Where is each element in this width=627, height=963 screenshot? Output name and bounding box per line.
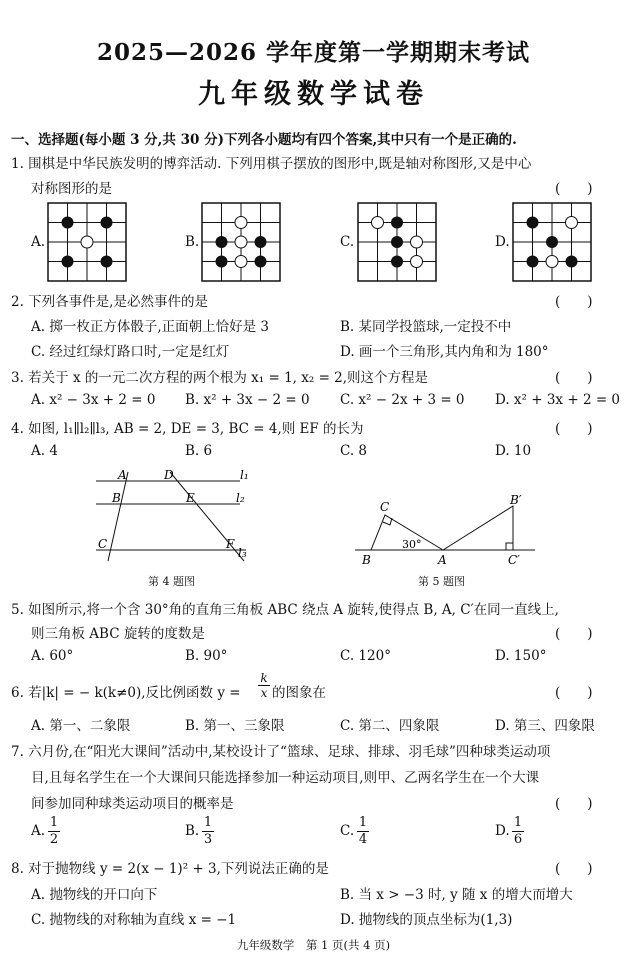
q3-option-a: A. x² − 3x + 2 = 0 <box>31 392 156 408</box>
q7-option-b-fraction <box>202 815 214 848</box>
q6-option-b: B. 第一、三象限 <box>185 718 285 734</box>
q3-answer-paren: ( ) <box>555 370 593 386</box>
black-stone <box>101 256 113 268</box>
q7-option-c-label: C. <box>340 823 355 839</box>
point-a-label: A <box>438 553 447 567</box>
section-heading: 一、选择题(每小题 3 分,共 30 分)下列各小题均有四个答案,其中只有一个是正确的. <box>11 132 517 148</box>
q3-stem: 3. 若关于 x 的一元二次方程的两个根为 x₁ = 1, x₂ = 2,则这个方程是 <box>11 370 429 386</box>
q6-fraction <box>258 671 270 700</box>
point-f-label: F <box>226 537 235 551</box>
black-stone <box>546 236 558 248</box>
q6-stem-pre: 6. 若|k| = − k(k≠0),反比例函数 y = <box>11 685 241 701</box>
q6-option-c: C. 第二、四象限 <box>340 718 440 734</box>
black-stone <box>101 217 113 229</box>
point-d-label: D <box>164 468 174 482</box>
exam-title: 2025—2026 学年度第一学期期末考试 <box>96 39 531 66</box>
q8-option-c: C. 抛物线的对称轴为直线 x = −1 <box>31 912 237 928</box>
right-angle-mark-c-prime <box>506 543 513 550</box>
q5-option-c: C. 120° <box>340 648 391 664</box>
q7-option-b-denominator: 3 <box>203 832 213 847</box>
q8-answer-paren: ( ) <box>555 861 593 877</box>
q7-stem-line3: 间参加同种球类运动项目的概率是 <box>31 796 234 812</box>
angle-30-label: 30° <box>402 538 422 551</box>
line-l1-label: l₁ <box>240 468 249 482</box>
figure-4-parallel-lines <box>90 466 260 566</box>
q5-option-d: D. 150° <box>495 648 547 664</box>
black-stone <box>62 256 74 268</box>
q5-answer-paren: ( ) <box>555 626 593 642</box>
black-stone <box>527 217 539 229</box>
q5-option-a: A. 60° <box>31 648 74 664</box>
q7-option-a-fraction <box>48 815 60 848</box>
black-stone <box>391 236 403 248</box>
q4-option-b: B. 6 <box>185 443 213 459</box>
q2-stem: 2. 下列各事件是,是必然事件的是 <box>11 294 208 310</box>
black-stone <box>566 256 578 268</box>
q6-stem-post: 的图象在 <box>272 685 326 701</box>
q4-option-d: D. 10 <box>495 443 532 459</box>
white-stone <box>411 256 423 268</box>
point-a-label: A <box>118 468 127 482</box>
q2-option-d: D. 画一个三角形,其内角和为 180° <box>340 344 549 360</box>
q5-stem-line2: 则三角板 ABC 旋转的度数是 <box>31 626 205 642</box>
right-angle-mark-c <box>383 518 392 525</box>
black-stone <box>255 236 267 248</box>
exam-subtitle: 九年级数学试卷 <box>198 79 429 110</box>
q8-option-a: A. 抛物线的开口向下 <box>31 887 158 903</box>
q1-go-board-c <box>357 202 437 282</box>
white-stone <box>235 217 247 229</box>
q7-option-d-denominator: 6 <box>513 832 523 847</box>
white-stone <box>235 256 247 268</box>
q1-go-board-b <box>201 202 281 282</box>
black-stone <box>62 217 74 229</box>
line-l3-label: l₃ <box>238 546 247 560</box>
q1-answer-paren: ( ) <box>555 181 593 197</box>
q1-option-c-label: C. <box>340 234 355 250</box>
black-stone <box>391 256 403 268</box>
q7-option-a-denominator: 2 <box>49 832 59 847</box>
q6-fraction-numerator: k <box>258 671 270 686</box>
q1-go-board-d <box>512 202 592 282</box>
figure-4-caption: 第 4 题图 <box>148 575 195 588</box>
q7-option-c-fraction <box>357 815 369 848</box>
point-b-prime-label: B′ <box>510 493 522 507</box>
q7-answer-paren: ( ) <box>555 796 593 812</box>
q7-option-d-fraction <box>512 815 524 848</box>
black-stone <box>216 256 228 268</box>
point-c-prime-label: C′ <box>508 553 520 567</box>
q2-option-c: C. 经过红绿灯路口时,一定是红灯 <box>31 344 230 360</box>
q4-stem: 4. 如图, l₁∥l₂∥l₃, AB = 2, DE = 3, BC = 4,则 EF 的长为 <box>11 421 364 437</box>
q7-option-a-label: A. <box>31 823 46 839</box>
q8-option-b: B. 当 x > −3 时, y 随 x 的增大而增大 <box>340 887 573 903</box>
q5-option-b: B. 90° <box>185 648 228 664</box>
point-c-label: C <box>380 500 390 514</box>
line-l2-label: l₂ <box>236 491 245 505</box>
white-stone <box>411 236 423 248</box>
black-stone <box>527 256 539 268</box>
q2-option-a: A. 掷一枚正方体骰子,正面朝上恰好是 3 <box>31 319 270 335</box>
q2-answer-paren: ( ) <box>555 294 593 310</box>
q8-stem: 8. 对于抛物线 y = 2(x − 1)² + 3,下列说法正确的是 <box>11 861 329 877</box>
q1-stem-line2: 对称图形的是 <box>31 181 112 197</box>
white-stone <box>235 236 247 248</box>
transversal-ac <box>108 472 128 561</box>
point-e-label: E <box>186 491 195 505</box>
q1-stem-line1: 1. 围棋是中华民族发明的博弈活动. 下列用棋子摆放的图形中,既是轴对称图形,又是中心 <box>11 156 532 172</box>
q4-option-c: C. 8 <box>340 443 368 459</box>
q1-option-b-label: B. <box>185 234 200 250</box>
q6-fraction-denominator: x <box>260 686 268 700</box>
q4-answer-paren: ( ) <box>555 421 593 437</box>
q7-option-a-numerator: 1 <box>49 815 59 830</box>
triangle-ab-prime-c-prime <box>443 506 513 550</box>
black-stone <box>391 217 403 229</box>
point-b-label: B <box>112 491 121 505</box>
q1-option-a-label: A. <box>31 234 46 250</box>
white-stone <box>566 217 578 229</box>
point-b-label: B <box>362 553 371 567</box>
q7-option-c-numerator: 1 <box>358 815 368 830</box>
q1-go-board-a <box>47 202 127 282</box>
black-stone <box>216 236 228 248</box>
q1-option-d-label: D. <box>495 234 510 250</box>
q6-answer-paren: ( ) <box>555 685 593 701</box>
q3-option-c: C. x² − 2x + 3 = 0 <box>340 392 465 408</box>
q7-option-b-label: B. <box>185 823 200 839</box>
q6-option-a: A. 第一、二象限 <box>31 718 131 734</box>
q3-option-b: B. x² + 3x − 2 = 0 <box>185 392 310 408</box>
q8-option-d: D. 抛物线的顶点坐标为(1,3) <box>340 912 513 928</box>
q7-option-c-denominator: 4 <box>358 832 368 847</box>
q2-option-b: B. 某同学投篮球,一定投不中 <box>340 319 512 335</box>
page-footer: 九年级数学 第 1 页(共 4 页) <box>236 938 391 952</box>
q4-option-a: A. 4 <box>31 443 58 459</box>
q7-option-d-numerator: 1 <box>513 815 523 830</box>
figure-5-caption: 第 5 题图 <box>418 575 465 588</box>
q5-stem-line1: 5. 如图所示,将一个含 30°角的直角三角板 ABC 绕点 A 旋转,使得点 B, A, C′在同一直线上, <box>11 602 559 618</box>
white-stone <box>372 217 384 229</box>
white-stone <box>546 256 558 268</box>
q6-option-d: D. 第三、四象限 <box>495 718 595 734</box>
figure-5-rotated-triangle <box>350 492 540 570</box>
q7-option-b-numerator: 1 <box>203 815 213 830</box>
black-stone <box>255 256 267 268</box>
point-c-label: C <box>98 537 108 551</box>
q3-option-d: D. x² + 3x + 2 = 0 <box>495 392 621 408</box>
q7-option-d-label: D. <box>495 823 510 839</box>
q7-stem-line1: 7. 六月份,在“阳光大课间”活动中,某校设计了“篮球、足球、排球、羽毛球”四种球类运动项 <box>11 744 551 760</box>
q7-stem-line2: 目,且每名学生在一个大课间只能选择参加一种运动项目,则甲、乙两名学生在一个大课 <box>31 770 540 786</box>
white-stone <box>81 236 93 248</box>
